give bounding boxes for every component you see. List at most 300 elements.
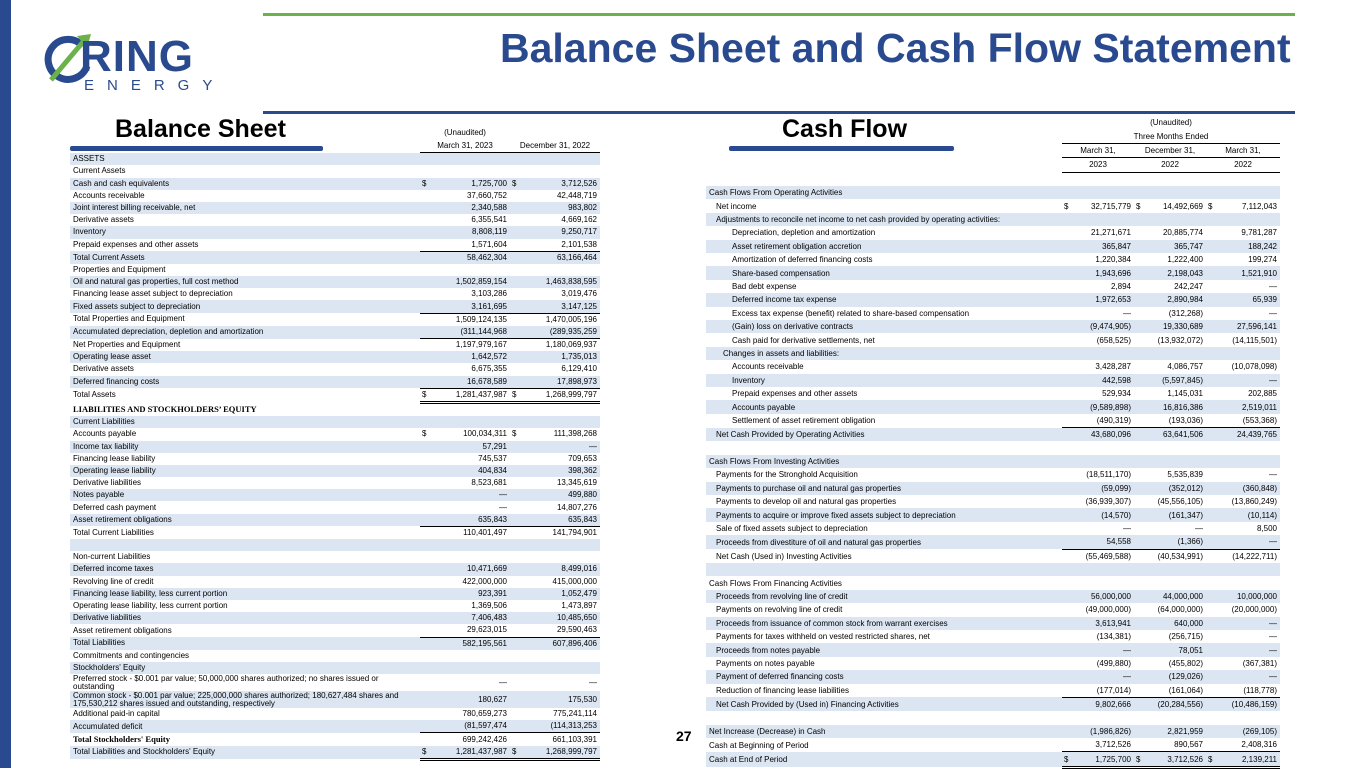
value-dec-2022: 14,807,276 <box>556 502 597 512</box>
value-mar-2023: 100,034,311 <box>463 429 507 439</box>
currency-symbol <box>420 339 430 352</box>
value-col-3 <box>1216 455 1280 468</box>
currency-symbol <box>1134 657 1144 670</box>
currency-symbol <box>510 300 520 313</box>
value-col-1: (499,880) <box>1096 658 1131 668</box>
row-label: Cash Flows From Operating Activities <box>706 186 1062 199</box>
row-label: Operating lease asset <box>70 351 420 363</box>
row-label: Operating lease liability <box>70 465 420 477</box>
currency-symbol <box>420 288 430 300</box>
value-col-1: (14,570) <box>1072 508 1134 521</box>
row-label: Proceeds from notes payable <box>706 643 1062 656</box>
row-label: Inventory <box>706 374 1062 387</box>
value-col-3: (360,848) <box>1216 482 1280 495</box>
currency-symbol <box>1134 226 1144 239</box>
value-dec-2022: 415,000,000 <box>552 576 597 586</box>
row-label: Cash Flows From Investing Activities <box>706 455 1062 468</box>
currency-symbol: $ <box>420 746 430 760</box>
value-dec-2022: (114,313,253 <box>520 720 600 733</box>
row-label: Reduction of financing lease liabilities <box>716 685 849 695</box>
value-col-1 <box>1072 347 1134 360</box>
currency-symbol <box>1062 374 1072 387</box>
value-col-2: (312,268) <box>1168 308 1203 318</box>
row-label: Net Cash (Used in) Investing Activities <box>716 551 852 561</box>
currency-symbol <box>1206 441 1216 454</box>
value-col-3 <box>1216 213 1280 226</box>
row-label: Payments to develop oil and natural gas properties <box>716 497 897 507</box>
currency-symbol <box>420 300 430 313</box>
currency-symbol <box>1062 360 1072 373</box>
value-col-2: (20,284,556) <box>1144 697 1206 711</box>
row-label: Fixed assets subject to depreciation <box>70 300 420 313</box>
currency-symbol <box>1134 387 1144 400</box>
currency-symbol <box>510 416 520 428</box>
row-label: Adjustments to reconcile net income to net cash provided by operating activities: <box>706 213 1062 226</box>
balance-sheet-row <box>70 720 600 733</box>
value-col-3: 10,000,000 <box>1216 590 1280 603</box>
currency-symbol <box>1206 670 1216 683</box>
row-label: Current Assets <box>73 166 126 176</box>
value-dec-2022: 709,653 <box>568 453 597 463</box>
currency-symbol <box>1206 603 1216 616</box>
value-mar-2023: 1,281,437,987 <box>430 746 510 760</box>
value-dec-2022: 1,180,069,937 <box>545 340 597 350</box>
row-label: Sale of fixed assets subject to depreciation <box>716 524 868 534</box>
value-col-1 <box>1072 455 1134 468</box>
cash-flow-row <box>706 752 1280 767</box>
row-label: ASSETS <box>70 153 420 166</box>
value-col-2 <box>1144 711 1206 724</box>
row-label: Asset retirement obligations <box>73 625 172 635</box>
currency-symbol <box>420 165 430 177</box>
currency-symbol <box>420 313 430 326</box>
value-col-3: (118,778) <box>1216 684 1280 698</box>
row-label: Settlement of asset retirement obligation <box>732 416 876 426</box>
value-col-1 <box>1072 576 1134 589</box>
currency-symbol <box>1134 643 1144 656</box>
currency-symbol <box>1206 549 1216 563</box>
value-dec-2022: 607,896,406 <box>520 637 600 650</box>
value-col-3: 27,596,141 <box>1216 320 1280 333</box>
currency-symbol <box>510 563 520 575</box>
currency-symbol <box>1206 360 1216 373</box>
value-mar-2023: 1,281,437,987 <box>430 388 510 402</box>
value-col-2: 1,222,400 <box>1167 255 1203 265</box>
currency-symbol <box>1206 333 1216 346</box>
value-col-3: (553,368) <box>1216 414 1280 428</box>
value-dec-2022: 661,103,391 <box>552 734 597 744</box>
value-dec-2022: 8,499,016 <box>520 563 600 575</box>
row-label: Derivative assets <box>73 364 134 374</box>
currency-symbol <box>1062 441 1072 454</box>
currency-symbol <box>1062 266 1072 279</box>
value-dec-2022: 42,448,719 <box>556 190 597 200</box>
currency-symbol <box>1062 576 1072 589</box>
balance-sheet-row <box>70 551 600 563</box>
value-col-3: 199,274 <box>1248 255 1277 265</box>
value-col-3: 2,139,211 <box>1216 752 1280 767</box>
currency-symbol <box>1062 293 1072 306</box>
currency-symbol <box>1206 508 1216 521</box>
value-mar-2023: 422,000,000 <box>462 576 507 586</box>
value-dec-2022: 4,669,162 <box>561 215 597 225</box>
currency-symbol <box>420 416 430 428</box>
value-col-3: 24,439,765 <box>1216 428 1280 442</box>
value-col-3 <box>1216 563 1280 576</box>
row-label: Amortization of deferred financing costs <box>732 255 873 265</box>
currency-symbol <box>1206 684 1216 698</box>
value-mar-2023: 3,103,286 <box>471 289 507 299</box>
bs-col-header-dec2022: December 31, 2022 <box>510 140 600 153</box>
currency-symbol <box>1134 240 1144 253</box>
value-dec-2022: 3,712,526 <box>520 178 600 190</box>
currency-symbol <box>510 539 520 551</box>
currency-symbol <box>1206 725 1216 738</box>
value-mar-2023 <box>430 539 510 551</box>
row-label: Accumulated depreciation, depletion and amortization <box>70 326 420 339</box>
value-mar-2023: 37,660,752 <box>466 190 507 200</box>
value-col-3: (10,114) <box>1216 508 1280 521</box>
row-label: Net Properties and Equipment <box>73 339 181 349</box>
value-col-1: (36,939,307) <box>1085 497 1131 507</box>
currency-symbol <box>510 650 520 662</box>
balance-sheet-row <box>70 351 600 363</box>
value-col-1: (9,474,905) <box>1072 320 1134 333</box>
currency-symbol <box>1062 549 1072 563</box>
value-col-1: 2,894 <box>1110 281 1131 291</box>
currency-symbol <box>1134 725 1144 738</box>
value-col-2: 242,247 <box>1174 281 1203 291</box>
value-mar-2023 <box>430 402 510 416</box>
cash-flow-row <box>706 400 1280 413</box>
value-col-1: 54,558 <box>1072 535 1134 549</box>
currency-symbol: $ <box>510 388 520 402</box>
row-label: Operating lease liability, less current portion <box>73 601 228 611</box>
currency-symbol <box>510 600 520 612</box>
row-label: LIABILITIES AND STOCKHOLDERS’ EQUITY <box>73 404 257 415</box>
row-label: Preferred stock - $0.001 par value; 50,000,000 shares authorized; no shares issued or outstanding <box>73 674 379 691</box>
currency-symbol <box>1134 253 1144 266</box>
value-col-2: 2,198,043 <box>1144 266 1206 279</box>
value-mar-2023: 699,242,426 <box>462 734 507 744</box>
value-mar-2023 <box>430 416 510 428</box>
balance-sheet-row <box>70 539 600 551</box>
currency-symbol <box>510 489 520 501</box>
value-col-3: — <box>1269 632 1277 642</box>
cash-flow-row <box>706 590 1280 603</box>
balance-sheet-row <box>70 600 600 612</box>
value-col-1: (490,319) <box>1072 414 1134 428</box>
currency-symbol <box>420 326 430 339</box>
value-col-1: (9,589,898) <box>1072 400 1134 413</box>
currency-symbol <box>510 720 520 733</box>
page-title: Balance Sheet and Cash Flow Statement <box>500 25 1291 71</box>
row-label <box>706 711 1062 724</box>
balance-sheet-heading: Balance Sheet <box>115 115 286 143</box>
value-col-1: — <box>1123 308 1131 318</box>
currency-symbol <box>1062 657 1072 670</box>
currency-symbol <box>420 276 430 288</box>
currency-symbol <box>1062 738 1072 752</box>
cash-flow-row <box>706 387 1280 400</box>
value-col-1 <box>1072 172 1134 186</box>
value-mar-2023: 6,675,355 <box>471 364 507 374</box>
currency-symbol <box>1062 414 1072 428</box>
cash-flow-row <box>706 414 1280 428</box>
currency-symbol <box>1134 563 1144 576</box>
currency-symbol <box>1134 670 1144 683</box>
value-col-1: 3,428,287 <box>1095 362 1131 372</box>
currency-symbol <box>1206 455 1216 468</box>
currency-symbol <box>420 226 430 238</box>
value-col-3: (10,078,098) <box>1231 362 1277 372</box>
row-label: Prepaid expenses and other assets <box>732 389 858 399</box>
value-col-3: — <box>1216 535 1280 549</box>
value-col-2: 3,712,526 <box>1144 752 1206 767</box>
cash-flow-row <box>706 455 1280 468</box>
currency-symbol <box>420 202 430 214</box>
currency-symbol <box>1062 725 1072 738</box>
row-label: Accounts payable <box>706 400 1062 413</box>
currency-symbol: $ <box>1134 752 1144 767</box>
value-col-1: (1,986,826) <box>1072 725 1134 738</box>
value-col-2: — <box>1195 524 1203 534</box>
currency-symbol <box>1134 697 1144 711</box>
value-col-1: 1,943,696 <box>1072 266 1134 279</box>
value-dec-2022: (289,935,259 <box>520 326 600 339</box>
row-label: Proceeds from divestiture of oil and natural gas properties <box>706 535 1062 549</box>
currency-symbol <box>1206 414 1216 428</box>
row-label <box>70 539 420 551</box>
value-col-1: (59,099) <box>1072 482 1134 495</box>
value-col-2: (1,366) <box>1144 535 1206 549</box>
currency-symbol <box>420 376 430 389</box>
currency-symbol <box>420 588 430 600</box>
balance-sheet-row <box>70 489 600 501</box>
value-col-1: 3,613,941 <box>1072 617 1134 630</box>
balance-sheet-row <box>70 239 600 252</box>
currency-symbol <box>1134 307 1144 320</box>
value-dec-2022: 9,250,717 <box>520 226 600 238</box>
value-dec-2022 <box>520 264 600 276</box>
value-mar-2023 <box>430 153 510 166</box>
value-col-3 <box>1216 172 1280 186</box>
row-label: Total Stockholders' Equity <box>73 734 170 745</box>
value-dec-2022: 175,530 <box>520 691 600 708</box>
currency-symbol <box>1206 738 1216 752</box>
value-dec-2022: — <box>589 677 597 687</box>
currency-symbol <box>510 339 520 352</box>
cash-flow-row <box>706 535 1280 549</box>
balance-sheet-row <box>70 226 600 238</box>
row-label: Net Increase (Decrease) in Cash <box>706 725 1062 738</box>
value-mar-2023: 1,502,859,154 <box>430 276 510 288</box>
row-label: Notes payable <box>70 489 420 501</box>
value-col-2: (161,347) <box>1144 508 1206 521</box>
value-mar-2023: (311,144,968 <box>430 326 510 339</box>
cash-flow-row <box>706 643 1280 656</box>
value-col-3: 2,519,011 <box>1216 400 1280 413</box>
balance-sheet-row <box>70 416 600 428</box>
currency-symbol <box>1206 428 1216 442</box>
value-mar-2023: 58,462,304 <box>430 251 510 264</box>
currency-symbol <box>1134 535 1144 549</box>
currency-symbol <box>1134 482 1144 495</box>
currency-symbol <box>1206 468 1216 481</box>
balance-sheet-row <box>70 708 600 720</box>
currency-symbol <box>420 239 430 252</box>
cf-period-label: Three Months Ended <box>1062 129 1280 143</box>
value-col-3: 202,885 <box>1248 389 1277 399</box>
currency-symbol: $ <box>420 178 430 190</box>
currency-symbol <box>420 514 430 527</box>
value-col-1: (18,511,170) <box>1086 470 1131 480</box>
value-col-3: (14,222,711) <box>1232 551 1277 561</box>
currency-symbol <box>1062 482 1072 495</box>
value-col-3: (269,105) <box>1216 725 1280 738</box>
currency-symbol <box>510 526 520 539</box>
balance-sheet-row <box>70 376 600 389</box>
value-dec-2022: 1,470,005,196 <box>545 314 597 324</box>
value-dec-2022: 111,398,268 <box>553 429 597 439</box>
value-mar-2023 <box>430 650 510 662</box>
currency-symbol <box>420 720 430 733</box>
cf-col-year: 2022 <box>1134 158 1206 172</box>
balance-sheet-row <box>70 691 600 708</box>
value-mar-2023: 3,161,695 <box>430 300 510 313</box>
value-col-2 <box>1144 455 1206 468</box>
currency-symbol <box>1134 414 1144 428</box>
currency-symbol <box>510 477 520 489</box>
value-dec-2022: 1,473,897 <box>561 601 597 611</box>
value-col-1: (49,000,000) <box>1085 605 1131 615</box>
currency-symbol <box>1134 630 1144 643</box>
currency-symbol <box>1206 697 1216 711</box>
value-col-3: 8,500 <box>1256 524 1277 534</box>
row-label: Total Liabilities and Stockholders' Equity <box>70 746 420 760</box>
row-label: Accounts payable <box>73 429 137 439</box>
balance-sheet-row <box>70 650 600 662</box>
currency-symbol <box>1134 186 1144 199</box>
value-dec-2022: 1,268,999,797 <box>520 388 600 402</box>
currency-symbol <box>510 226 520 238</box>
row-label: Cash paid for derivative settlements, net <box>732 335 875 345</box>
currency-symbol <box>420 251 430 264</box>
row-label: Proceeds from issuance of common stock from warrant exercises <box>706 617 1062 630</box>
cash-flow-row <box>706 172 1280 186</box>
currency-symbol <box>1062 630 1072 643</box>
balance-sheet-row <box>70 388 600 402</box>
currency-symbol <box>1134 738 1144 752</box>
value-dec-2022 <box>520 416 600 428</box>
currency-symbol <box>1062 684 1072 698</box>
currency-symbol <box>1062 508 1072 521</box>
value-col-1 <box>1072 213 1134 226</box>
value-dec-2022 <box>520 165 600 177</box>
row-label: Total Assets <box>73 390 116 400</box>
value-col-3: 65,939 <box>1216 293 1280 306</box>
value-dec-2022 <box>520 539 600 551</box>
value-col-1: 9,802,666 <box>1072 697 1134 711</box>
currency-symbol <box>420 402 430 416</box>
cash-flow-row <box>706 360 1280 373</box>
currency-symbol <box>1206 711 1216 724</box>
value-mar-2023: 29,623,015 <box>430 624 510 637</box>
value-col-2: (352,012) <box>1144 482 1206 495</box>
currency-symbol <box>1134 455 1144 468</box>
value-col-1: (177,014) <box>1072 684 1134 698</box>
value-mar-2023: 1,642,572 <box>430 351 510 363</box>
row-label: Financing lease liability <box>73 453 156 463</box>
balance-sheet-row <box>70 214 600 226</box>
row-label: Accumulated deficit <box>70 720 420 733</box>
row-label: Payments for taxes withheld on vested restricted shares, net <box>716 632 930 642</box>
currency-symbol: $ <box>1136 201 1141 211</box>
value-mar-2023: — <box>430 489 510 501</box>
currency-symbol <box>1206 563 1216 576</box>
currency-symbol <box>1206 280 1216 293</box>
value-col-1 <box>1072 441 1134 454</box>
currency-symbol <box>1206 400 1216 413</box>
balance-sheet-row <box>70 612 600 624</box>
currency-symbol <box>420 563 430 575</box>
cash-flow-row <box>706 199 1280 212</box>
value-mar-2023: 1,509,124,135 <box>455 314 507 324</box>
value-col-1: — <box>1072 670 1134 683</box>
value-mar-2023: 923,391 <box>430 588 510 600</box>
value-col-3: — <box>1269 308 1277 318</box>
row-label: Deferred financing costs <box>70 376 420 389</box>
value-dec-2022: 499,880 <box>520 489 600 501</box>
cash-flow-row <box>706 253 1280 266</box>
currency-symbol <box>510 402 520 416</box>
cf-col-year: 2022 <box>1206 158 1280 172</box>
currency-symbol <box>1206 266 1216 279</box>
value-col-3: (14,115,501) <box>1232 335 1277 345</box>
value-col-2: 78,051 <box>1144 643 1206 656</box>
balance-sheet-row <box>70 428 600 440</box>
row-label: Prepaid expenses and other assets <box>73 239 199 249</box>
value-col-1: 365,847 <box>1072 240 1134 253</box>
value-col-2: 63,641,506 <box>1144 428 1206 442</box>
currency-symbol <box>510 637 520 650</box>
cash-flow-row <box>706 711 1280 724</box>
currency-symbol <box>1062 643 1072 656</box>
currency-symbol <box>510 441 520 453</box>
value-col-1 <box>1072 711 1134 724</box>
currency-symbol <box>420 637 430 650</box>
cash-flow-row <box>706 630 1280 643</box>
currency-symbol <box>1062 495 1072 508</box>
value-col-3: — <box>1269 281 1277 291</box>
value-mar-2023: 1,725,700 <box>430 178 510 190</box>
balance-sheet-row <box>70 637 600 650</box>
currency-symbol <box>1062 240 1072 253</box>
value-dec-2022: 983,802 <box>520 202 600 214</box>
cash-flow-row <box>706 657 1280 670</box>
currency-symbol: $ <box>512 429 517 439</box>
value-col-3 <box>1216 576 1280 589</box>
value-col-3: — <box>1216 617 1280 630</box>
value-mar-2023: 1,369,506 <box>471 601 507 611</box>
value-mar-2023: 6,355,541 <box>471 215 507 225</box>
cash-flow-row <box>706 482 1280 495</box>
row-label <box>706 172 1062 186</box>
value-dec-2022: 13,345,619 <box>556 478 597 488</box>
value-col-2 <box>1144 186 1206 199</box>
value-col-3: 2,408,316 <box>1216 738 1280 752</box>
value-col-2: (40,534,991) <box>1157 551 1203 561</box>
